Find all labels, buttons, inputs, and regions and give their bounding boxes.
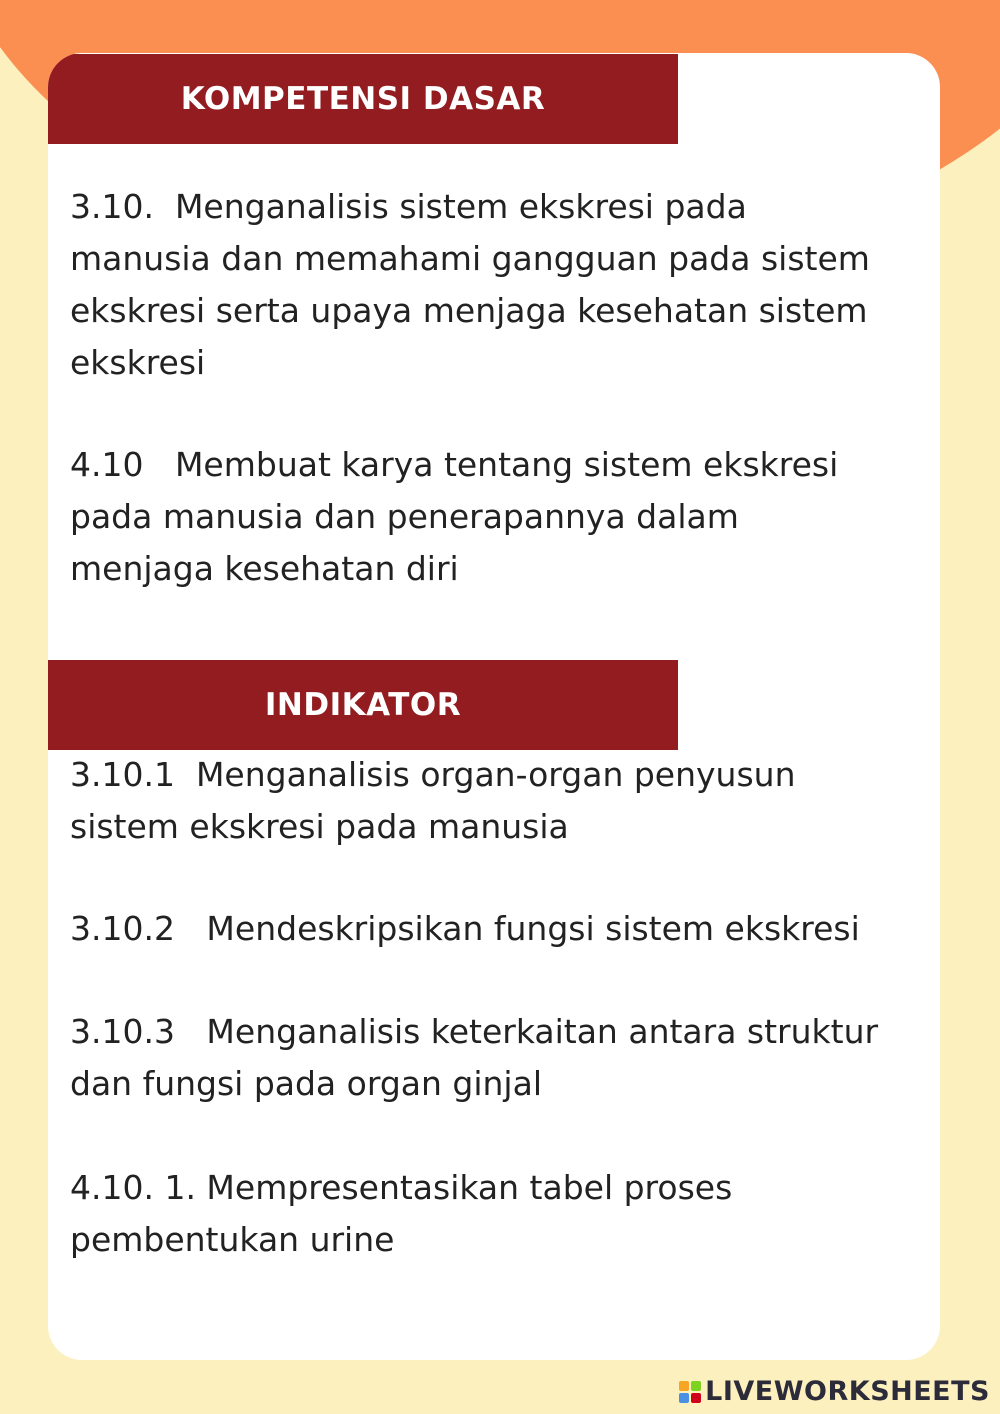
competency-heading-banner — [48, 54, 678, 144]
logo-square — [691, 1381, 701, 1391]
logo-square — [679, 1393, 689, 1403]
competency-heading: KOMPETENSI DASAR — [180, 81, 546, 117]
indicator-heading: INDIKATOR — [264, 687, 462, 723]
indicator-item: 3.10.2 Mendeskripsikan fungsi sistem ekskresi — [70, 909, 860, 948]
competency-item: 4.10 Membuat karya tentang sistem ekskresi pada manusia dan penerapannya dalam menjaga kesehatan diri — [70, 445, 839, 588]
competency-item: 3.10. Menganalisis sistem ekskresi pada manusia dan memahami gangguan pada sistem ekskresi serta upaya menjaga kesehatan sistem ekskresi — [70, 187, 870, 382]
logo-square — [679, 1381, 689, 1391]
liveworksheets-watermark — [679, 1376, 990, 1407]
indicator-item: 3.10.3 Menganalisis keterkaitan antara struktur dan fungsi pada organ ginjal — [70, 1012, 879, 1103]
content-card — [48, 53, 940, 1360]
liveworksheets-logo-icon — [679, 1381, 701, 1403]
watermark-text: LIVEWORKSHEETS — [705, 1376, 990, 1407]
indicator-heading-banner — [48, 660, 678, 750]
logo-square — [691, 1393, 701, 1403]
indicator-item: 4.10. 1. Mempresentasikan tabel proses pembentukan urine — [70, 1168, 733, 1259]
indicator-item: 3.10.1 Menganalisis organ-organ penyusun sistem ekskresi pada manusia — [70, 755, 796, 846]
